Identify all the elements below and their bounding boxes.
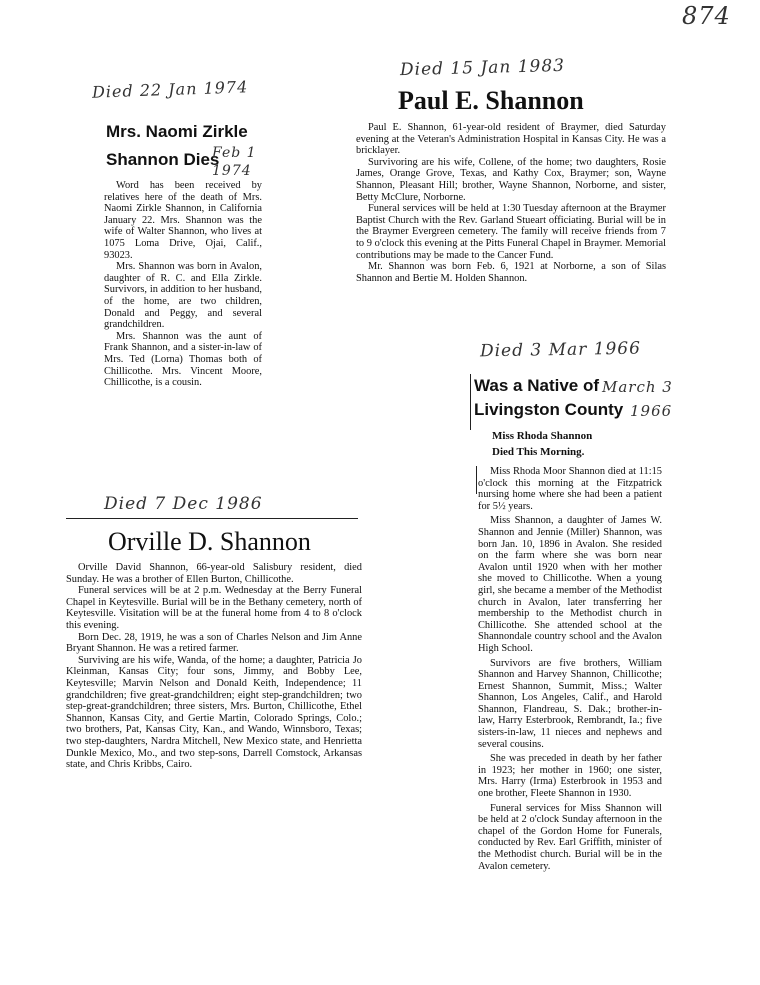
paul-headline: Paul E. Shannon <box>398 86 584 115</box>
orville-paragraph: Surviving are his wife, Wanda, of the home; a daughter, Patricia Jo Kleinman, Kansas City; four sons, Jimmy, and Bobby Lee, Keytesville; Marvin Nelson and Donald Keith, Independence; 11 grandchildren; five great-grandchildren; eight step-grandchildren; two step-great-grandchildren; three sisters, Mrs. Burton, Chillicothe, Ethel Shannon, Kansas City, and Gertie Martin, Colorado Springs, Colo.; two brothers, Pat, Kansas City, Kan., and Wando, Winnsboro, Texas; two step-daughters, Nardra Mitchell, New Mexico state, and Henrietta Dunkle Mexico, Mo., and two step-sons, Darrell Comstock, Arkansas state, and Chris Kribbs, Cairo. <box>66 654 362 771</box>
naomi-handwritten-date: Died 22 Jan 1974 <box>91 77 249 102</box>
paul-handwritten-date: Died 15 Jan 1983 <box>399 55 566 81</box>
naomi-paragraph: Mrs. Shannon was born in Avalon, daughter of R. C. and Ella Zirkle. Survivors, in addition to her husband, of the home, are two children, Donald and Peggy, and several grandchildren. <box>104 261 262 331</box>
paul-paragraph: Funeral services will be held at 1:30 Tuesday afternoon at the Braymer Baptist Church with the Rev. Garland Stueart officiating. Burial will be in the Braymer Evergreen cemetery. The family will receive friends from 7 to 9 o'clock this evening at the Pitts Funeral Chapel in Braymer. Memorial contributions may be made to the Cancer Fund. <box>356 203 666 261</box>
rhoda-headline-line1: Was a Native of <box>474 376 600 395</box>
naomi-body <box>104 180 262 389</box>
paul-paragraph: Mr. Shannon was born Feb. 6, 1921 at Norborne, a son of Silas Shannon and Bertie M. Holden Shannon. <box>356 261 666 284</box>
page-number: 874 <box>682 2 731 30</box>
orville-paragraph: Funeral services will be at 2 p.m. Wednesday at the Berry Funeral Chapel in Keytesville. Burial will be in the Bethany cemetery, north of Keytesville. Visitation will be at the funeral home from 4 to 8 o'clock this evening. <box>66 585 362 631</box>
orville-paragraph: Orville David Shannon, 66-year-old Salisbury resident, died Sunday. He was a brother of Ellen Burton, Chillicothe. <box>66 562 362 585</box>
naomi-paragraph: Word has been received by relatives here of the death of Mrs. Naomi Zirkle Shannon, in California January 22. Mrs. Shannon was the wife of Walter Shannon, who lives at 1075 Loma Drive, Ojai, Calif., 93023. <box>104 180 262 261</box>
orville-handwritten-date: Died 7 Dec 1986 <box>104 494 263 514</box>
rhoda-handwritten-date: Died 3 Mar 1966 <box>479 338 642 362</box>
orville-paragraph: Born Dec. 28, 1919, he was a son of Charles Nelson and Jim Anne Bryant Shannon. He was a retired farmer. <box>66 631 362 655</box>
rhoda-left-rule <box>470 374 471 430</box>
paul-body <box>356 122 666 284</box>
naomi-paragraph: Mrs. Shannon was the aunt of Frank Shannon, and a sister-in-law of Mrs. Ted (Lorna) Thomas both of Chillicothe. Mrs. Vincent Moore, Chillicothe, is a cousin. <box>104 330 262 389</box>
naomi-headline-line1: Mrs. Naomi Zirkle <box>106 122 248 141</box>
rhoda-handwritten-note1: March 3 <box>602 378 673 396</box>
rhoda-headline-line2: Livingston County <box>474 400 624 419</box>
orville-body <box>66 562 362 771</box>
orville-headline: Orville D. Shannon <box>108 527 311 556</box>
rhoda-subhead-line1: Miss Rhoda Shannon <box>492 430 593 442</box>
rhoda-paragraph: Survivors are five brothers, William Shannon and Harvey Shannon, Chillicothe; Ernest Shannon, Summit, Miss.; Walter Shannon, Los Angeles, Calif., and Harold Shannon, Flandreau, S. Dak.; brother-in-law, Harry Esterbrook, Rembrandt, Ia.; five sisters-in-law, 11 nieces and nephews and several cousins. <box>478 657 662 750</box>
orville-top-rule <box>66 518 358 519</box>
rhoda-subhead-line2: Died This Morning. <box>492 446 585 458</box>
rhoda-handwritten-note2: 1966 <box>630 402 673 420</box>
rhoda-paragraph: She was preceded in death by her father in 1923; her mother in 1960; one sister, Mrs. Harry (Irma) Esterbrook in 1953 and one brother, Fleete Shannon in 1930. <box>478 753 662 800</box>
paul-paragraph: Paul E. Shannon, 61-year-old resident of Braymer, died Saturday evening at the Veteran's Administration Hospital in Kansas City. He was a bricklayer. <box>356 122 666 157</box>
paul-paragraph: Survivoring are his wife, Collene, of the home; two daughters, Rosie James, Orange Grove, Texas, and Kathy Cox, Braymer; son, Wayne Shannon, Pleasant Hill; brother, Wayne Shannon, Norborne, and sister, Betty McClure, Norborne. <box>356 156 666 203</box>
rhoda-paragraph: Funeral services for Miss Shannon will be held at 2 o'clock Sunday afternoon in the chapel of the Gordon Home for Funerals, conducted by Rev. Earl Griffith, minister of the Methodist church. Burial will be in the Avalon cemetery. <box>478 802 662 872</box>
naomi-handwritten-note: Feb 1 1974 <box>212 145 257 179</box>
rhoda-body-left-rule <box>476 466 477 494</box>
rhoda-body <box>478 466 662 875</box>
rhoda-paragraph: Miss Shannon, a daughter of James W. Shannon and Jennie (Miller) Shannon, was born Jan. 10, 1896 in Avalon. She resided on the farm where she was born near Avalon until 1920 when with her mother she moved to Chillicothe. When a young girl, she became a member of the Methodist church in Avalon, later transferring her membership to the Methodist church in Chillicothe. She attended school at the Shannondale country school and the Avalon High School. <box>478 515 662 654</box>
rhoda-paragraph: Miss Rhoda Moor Shannon died at 11:15 o'clock this morning at the Fitzpatrick nursing home where she had been a patient for 5½ years. <box>478 466 662 512</box>
naomi-headline-line2: Shannon Dies <box>106 150 220 169</box>
